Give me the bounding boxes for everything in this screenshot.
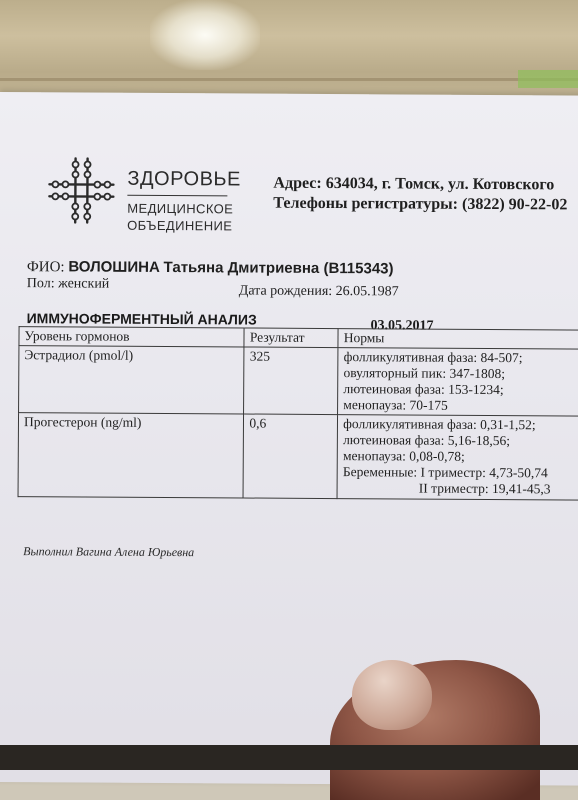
brand-divider xyxy=(127,195,227,197)
patient-name-rest: Татьяна Дмитриевна (В115343) xyxy=(164,259,394,277)
patient-name-line xyxy=(27,258,394,278)
hormone-norms xyxy=(337,415,578,501)
hormone-result: 325 xyxy=(244,347,338,415)
thumbnail-image xyxy=(352,660,432,730)
fio-label: ФИО: xyxy=(27,259,65,275)
norm-line: менопауза: 0,08-0,78; xyxy=(343,448,578,465)
hormone-name: Прогестерон (ng/ml) xyxy=(18,413,244,498)
norm-line: фолликулятивная фаза: 0,31-1,52; xyxy=(343,416,578,433)
performed-by: Выполнил Вагина Алена Юрьевна xyxy=(23,544,194,560)
brand-subtitle-2: ОБЪЕДИНЕНИЕ xyxy=(127,217,241,235)
header-norms: Нормы xyxy=(338,329,578,350)
norm-line: овуляторный пик: 347-1808; xyxy=(343,365,578,382)
brand-name: ЗДОРОВЬЕ xyxy=(127,167,241,192)
header-result: Результат xyxy=(244,328,338,348)
table-row xyxy=(19,346,578,416)
hormone-norms xyxy=(338,348,578,417)
hormone-result: 0,6 xyxy=(243,414,337,499)
header-hormone: Уровень гормонов xyxy=(19,327,244,347)
patient-surname: ВОЛОШИНА xyxy=(68,258,160,276)
hormone-name: Эстрадиол (pmol/l) xyxy=(19,346,245,414)
norm-line: лютеиновая фаза: 153-1234; xyxy=(343,381,578,398)
brand-block xyxy=(127,167,241,235)
norm-line: лютеиновая фаза: 5,16-18,56; xyxy=(343,432,578,449)
results-table xyxy=(18,326,578,500)
contact-info xyxy=(273,174,567,216)
brand-subtitle-1: МЕДИЦИНСКОЕ xyxy=(127,200,241,218)
phones-line: Телефоны регистратуры: (3822) 90-22-02 xyxy=(273,194,567,216)
norm-line: менопауза: 70-175 xyxy=(343,397,578,414)
analysis-date: 03.05.2017 xyxy=(371,318,434,334)
background-object xyxy=(518,70,578,88)
clinic-logo-icon xyxy=(45,154,117,226)
analysis-title: ИММУНОФЕРМЕНТНЫЙ АНАЛИЗ xyxy=(27,310,257,327)
norm-line: фолликулятивная фаза: 84-507; xyxy=(344,349,578,366)
patient-sex: Пол: женский xyxy=(27,276,110,293)
norm-line: Беременные: I триместр: 4,73-50,74 xyxy=(343,464,578,481)
norm-line: II триместр: 19,41-45,3 xyxy=(343,480,578,497)
address-line: Адрес: 634034, г. Томск, ул. Котовского xyxy=(273,174,567,196)
table-row xyxy=(18,413,578,500)
patient-dob: Дата рождения: 26.05.1987 xyxy=(239,283,399,300)
background-shadow xyxy=(0,745,578,770)
